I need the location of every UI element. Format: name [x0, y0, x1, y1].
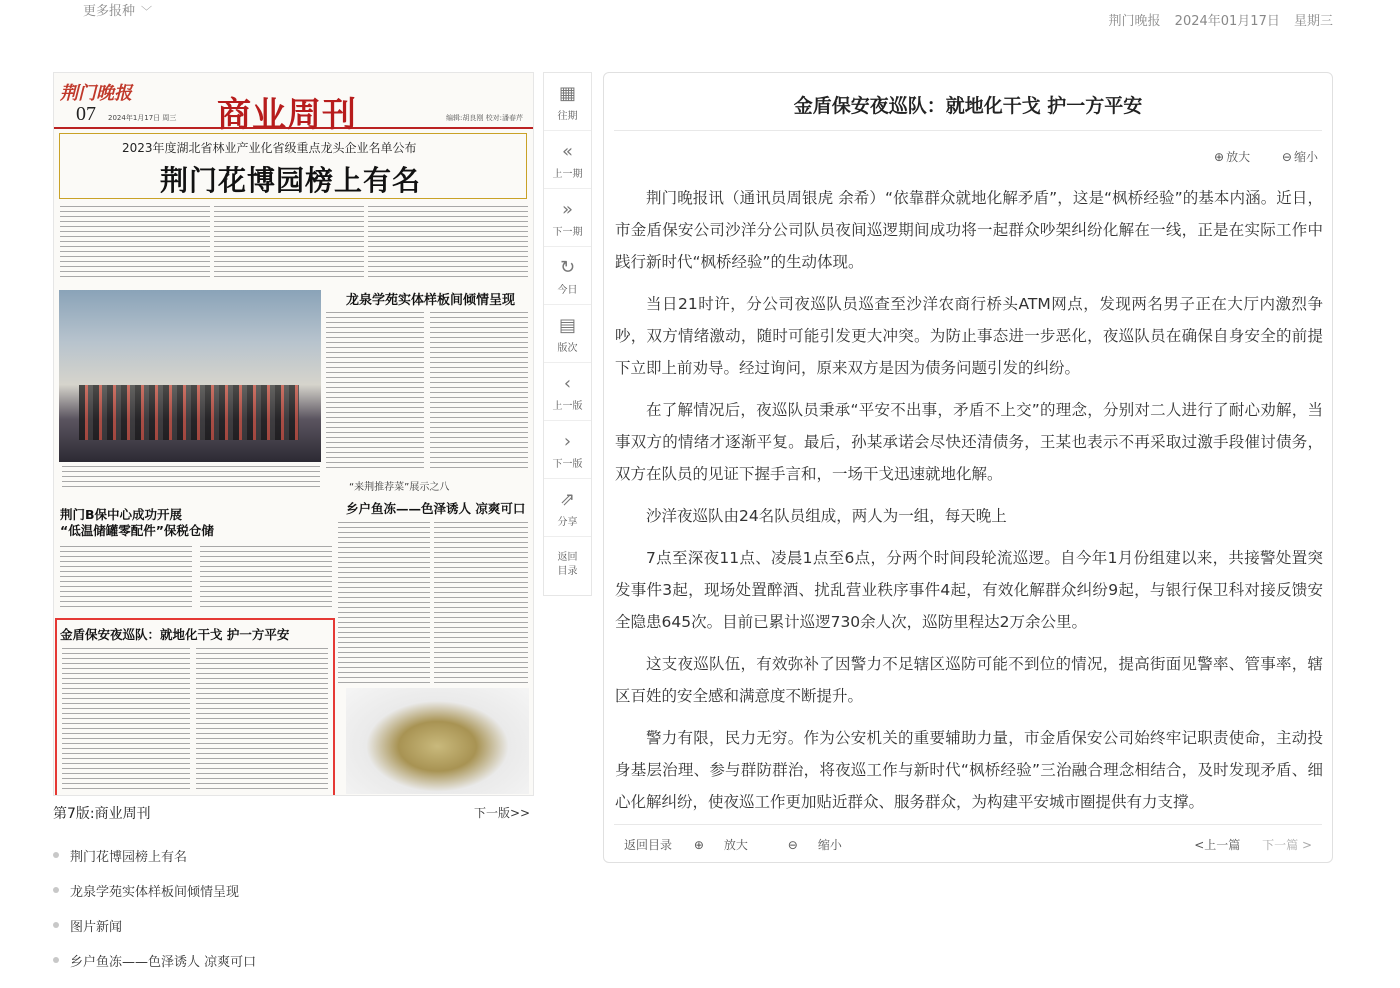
share-icon: ⇗ — [559, 489, 576, 510]
toolbar-prev-page-button[interactable]: ‹ 上一版 — [544, 363, 591, 421]
toolbar-today-button[interactable]: ↻ 今日 — [544, 247, 591, 305]
toc-label: 返回目录 — [557, 552, 578, 577]
prev-article-link[interactable]: <上一篇 — [1194, 838, 1241, 852]
next-article-link[interactable]: 下一篇 > — [1262, 838, 1312, 852]
paragraph: 警力有限，民力无穷。作为公安机关的重要辅助力量，市金盾保安公司始终牢记职责使命，主动投身基层治理、参与群防群治，将夜巡工作与新时代“枫桥经验”三治融合理念相结合，及时发现矛盾、细心化解纠纷，使夜巡工作更加贴近群众、服务群众，为构建平安城市圈提供有力支撑。 — [615, 729, 1323, 811]
page-masthead — [54, 73, 533, 135]
story5-headline[interactable]: 金盾保安夜巡队：就地化干戈 护一方平安 — [60, 627, 290, 642]
concert-photo[interactable] — [59, 290, 321, 462]
zoom-controls — [1186, 148, 1318, 165]
paragraph: 当日21时许，分公司夜巡队员巡查至沙洋农商行桥头ATM网点，发现两名男子正在大厅内激烈争吵，双方情绪激动，随时可能引发更大冲突。为防止事态进一步恶化，夜巡队员在确保自身安全的前提下立即上前劝导。经过询问，原来双方是因为债务问题引发的纠纷。 — [615, 295, 1323, 377]
more-papers-dropdown[interactable] — [83, 0, 152, 19]
paragraph: 沙洋夜巡队由24名队员组成，两人为一组，每天晚上 — [646, 507, 1007, 525]
zoom-in-button[interactable]: ⊕ 放大 — [1214, 150, 1251, 164]
refresh-icon: ↻ — [559, 257, 576, 278]
list-item[interactable]: 图片新闻 — [53, 916, 256, 951]
footer-zoom-in-button[interactable]: ⊕ 放大 — [693, 838, 748, 852]
prev-page-icon: ‹ — [563, 373, 572, 394]
zoom-in-icon: ⊕ — [1214, 150, 1225, 164]
layout-icon: ▤ — [558, 315, 576, 336]
article-panel — [603, 72, 1333, 863]
text-column — [368, 205, 528, 281]
toolbar-archive-button[interactable]: ▦ 往期 — [544, 73, 591, 131]
dateline — [1099, 10, 1333, 29]
text-column — [326, 311, 424, 469]
text-column — [434, 521, 528, 683]
top-story-headline: 荆门花博园榜上有名 — [160, 164, 422, 197]
fish-jelly-photo[interactable] — [346, 688, 529, 794]
text-column — [430, 311, 528, 469]
chevron-down-icon: ﹀ — [141, 5, 153, 18]
list-item[interactable]: 乡户鱼冻——色泽诱人 凉爽可口 — [53, 951, 256, 986]
more-papers-label: 更多报种 — [83, 4, 136, 19]
story4-headline[interactable]: 乡户鱼冻——色泽诱人 凉爽可口 — [346, 501, 526, 516]
next-page-icon: › — [563, 431, 572, 452]
top-story-kicker: 2023年度湖北省林业产业化省级重点龙头企业名单公布 — [122, 141, 417, 155]
section-title: 商业周刊 — [217, 95, 357, 135]
text-column — [200, 545, 332, 611]
paragraph: 7点至深夜11点、凌晨1点至6点，分两个时间段轮流巡逻。自今年1月份组建以来，共接警处置突发事件3起，现场处置醉酒、扰乱营业秩序事件4起，有效化解群众纠纷9起，与银行保卫科对接反馈安全隐患645次。目前已累计巡逻730余人次，巡防里程达2万余公里。 — [615, 549, 1323, 631]
story2-headline[interactable]: 龙泉学苑实体样板间倾情呈现 — [346, 293, 516, 308]
zoom-out-icon: ⊖ — [1281, 150, 1292, 164]
page-toolbar — [543, 72, 592, 596]
article-footer — [614, 824, 1322, 862]
issue-date: 2024年01月17日 — [1174, 14, 1280, 29]
top-bar — [0, 0, 1400, 40]
text-column — [196, 647, 328, 791]
newspaper-page[interactable] — [53, 72, 534, 796]
page-editors: 编辑:胡良刚 校对:潘春芹 — [446, 114, 523, 122]
divider — [614, 130, 1322, 131]
toolbar-prev-issue-button[interactable]: « 上一期 — [544, 131, 591, 189]
back-to-toc-link[interactable]: 返回目录 — [624, 838, 673, 852]
column-tag: “来荆推荐菜”展示之八 — [349, 482, 450, 493]
text-column — [338, 521, 430, 683]
toolbar-next-issue-button[interactable]: » 下一期 — [544, 189, 591, 247]
story3-headline-line1[interactable]: 荆门B保中心成功开展 — [60, 507, 183, 522]
photo-caption — [62, 465, 320, 489]
zoom-out-button[interactable]: ⊖ 缩小 — [1281, 150, 1318, 164]
prev-issue-icon: « — [561, 141, 573, 162]
text-column — [60, 545, 192, 611]
paragraph: 在了解情况后，夜巡队员秉承“平安不出事，矛盾不上交”的理念，分别对二人进行了耐心劝解，当事双方的情绪才逐渐平复。最后，孙某承诺会尽快还清债务，王某也表示不再采取过激手段催讨债务，双方在队员的见证下握手言和，一场干戈迅速就地化解。 — [615, 401, 1323, 483]
toolbar-next-page-button[interactable]: › 下一版 — [544, 421, 591, 479]
article-body — [615, 182, 1323, 828]
list-item[interactable]: 龙泉学苑实体样板间倾情呈现 — [53, 881, 256, 916]
text-column — [62, 647, 190, 791]
footer-zoom-out-button[interactable]: ⊖ 缩小 — [787, 838, 842, 852]
article-title: 金盾保安夜巡队：就地化干戈 护一方平安 — [793, 95, 1143, 117]
paper-logo: 荆门晚报 — [60, 83, 132, 104]
paragraph: 这支夜巡队伍，有效弥补了因警力不足辖区巡防可能不到位的情况，提高街面见警率、管事率，辖区百姓的安全感和满意度不断提升。 — [615, 655, 1323, 705]
zoom-out-icon: ⊖ — [787, 838, 798, 852]
next-issue-icon: » — [561, 199, 573, 220]
toolbar-share-button[interactable]: ⇗ 分享 — [544, 479, 591, 537]
list-item[interactable]: 荆门花博园榜上有名 — [53, 846, 256, 881]
toolbar-layout-button[interactable]: ▤ 版次 — [544, 305, 591, 363]
page-date: 2024年1月17日 周三 — [108, 114, 177, 122]
text-column — [214, 205, 364, 281]
text-column — [60, 205, 210, 281]
article-list — [53, 846, 256, 986]
page-footer-label: 第7版:商业周刊 — [53, 806, 151, 822]
page-number: 07 — [76, 103, 96, 125]
next-page-link[interactable]: 下一版>> — [474, 806, 531, 820]
paragraph: 荆门晚报讯（通讯员周银虎 余希）“依靠群众就地化解矛盾”，这是“枫桥经验”的基本内涵。近日，市金盾保安公司沙洋分公司队员夜间巡逻期间成功将一起群众吵架纠纷化解在一线，正是在实际工作中践行新时代“枫桥经验”的生动体现。 — [615, 189, 1323, 271]
paper-name: 荆门晚报 — [1108, 14, 1161, 29]
story3-headline-line2[interactable]: “低温储罐零配件”保税仓储 — [60, 523, 214, 538]
calendar-icon: ▦ — [558, 83, 576, 104]
issue-weekday: 星期三 — [1293, 14, 1333, 29]
toolbar-toc-button[interactable] — [544, 537, 591, 595]
zoom-in-icon: ⊕ — [693, 838, 704, 852]
